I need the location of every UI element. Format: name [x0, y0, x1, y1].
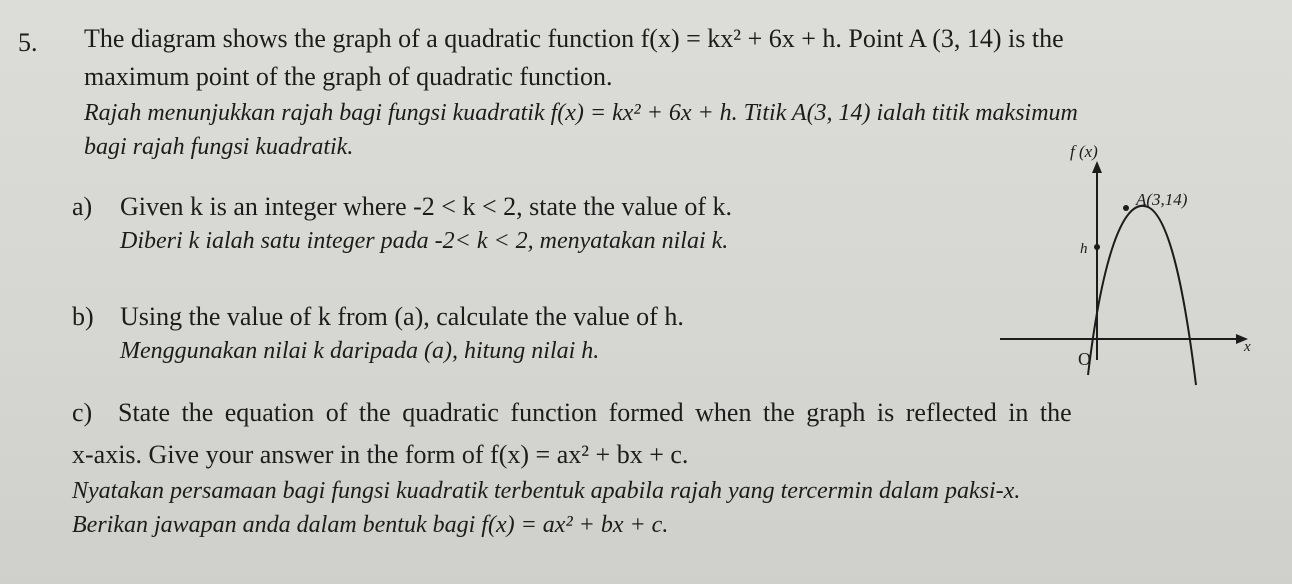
question-intro-ms-1: Rajah menunjukkan rajah bagi fungsi kuadratik f(x) = kx² + 6x + h. Titik A(3, 14) ialah titik maksimum: [84, 100, 1078, 126]
part-b-label: b): [72, 302, 94, 331]
part-c-ms-2: Berikan jawapan anda dalam bentuk bagi f(x) = ax² + bx + c.: [72, 512, 669, 538]
part-a-label: a): [72, 192, 93, 221]
x-axis-label: x: [1244, 339, 1251, 355]
part-c-en-1: State the equation of the quadratic function formed when the graph is reflected in the: [118, 398, 1072, 427]
part-b-ms: Menggunakan nilai k daripada (a), hitung nilai h.: [120, 338, 600, 364]
question-intro-ms-2: bagi rajah fungsi kuadratik.: [84, 134, 354, 160]
question-number: 5.: [18, 28, 38, 57]
part-a-ms: Diberi k ialah satu integer pada -2< k < 2, menyatakan nilai k.: [120, 228, 729, 254]
part-a-en: Given k is an integer where -2 < k < 2, state the value of k.: [120, 192, 732, 221]
y-intercept-marker: [1094, 244, 1100, 250]
question-intro-en-2: maximum point of the graph of quadratic function.: [84, 62, 613, 91]
quadratic-graph-diagram: [1000, 135, 1280, 395]
max-point-label: A(3,14): [1136, 190, 1188, 209]
origin-label: O: [1078, 349, 1091, 369]
parabola-curve: [1088, 206, 1196, 385]
question-intro-en-1: The diagram shows the graph of a quadratic function f(x) = kx² + 6x + h. Point A (3, 14) is the: [84, 24, 1064, 53]
part-c-en-2: x-axis. Give your answer in the form of f(x) = ax² + bx + c.: [72, 440, 689, 469]
y-axis-label: f (x): [1070, 142, 1098, 161]
y-axis-arrow-icon: [1092, 161, 1102, 173]
part-c-ms-1: Nyatakan persamaan bagi fungsi kuadratik terbentuk apabila rajah yang tercermin dalam paksi-x.: [72, 478, 1021, 504]
part-b-en: Using the value of k from (a), calculate the value of h.: [120, 302, 684, 331]
intercept-label: h: [1080, 241, 1088, 257]
part-c-label: c): [72, 398, 93, 427]
max-point-marker: [1123, 205, 1129, 211]
